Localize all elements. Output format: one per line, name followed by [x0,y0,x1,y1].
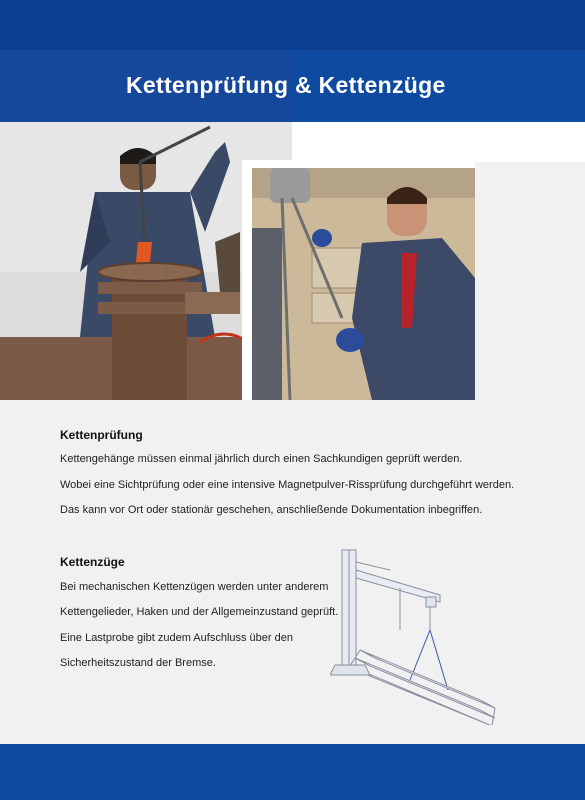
section-heading-kettenpruefung: Kettenprüfung [60,428,143,442]
header-band-top-strip [0,0,585,50]
paragraph-line: Das kann vor Ort oder stationär geschehen, anschließende Dokumentation inbegriffen. [60,504,483,516]
chain-hoist-illustration [252,168,475,400]
page-title: Kettenprüfung & Kettenzüge [126,72,446,98]
jib-crane-drawing [330,540,505,725]
paragraph-line: Eine Lastprobe gibt zudem Aufschluss über den [60,632,293,644]
section-heading-kettenzuege: Kettenzüge [60,555,125,569]
chain-hoist-photo [252,168,475,400]
footer-band [0,744,585,800]
header-white-panel [292,122,585,162]
paragraph-line: Wobei eine Sichtprüfung oder eine intensive Magnetpulver-Rissprüfung durchgeführt werden. [60,479,515,491]
jib-crane-illustration [330,540,505,725]
chain-hoist-photo-frame [242,160,475,400]
paragraph-line: Kettengehänge müssen einmal jährlich durch einen Sachkundigen geprüft werden. [60,453,463,465]
paragraph-line: Kettengelieder, Haken und der Allgemeinzustand geprüft. [60,606,339,618]
paragraph-line: Sicherheitszustand der Bremse. [60,657,216,669]
paragraph-line: Bei mechanischen Kettenzügen werden unter anderem [60,581,329,593]
